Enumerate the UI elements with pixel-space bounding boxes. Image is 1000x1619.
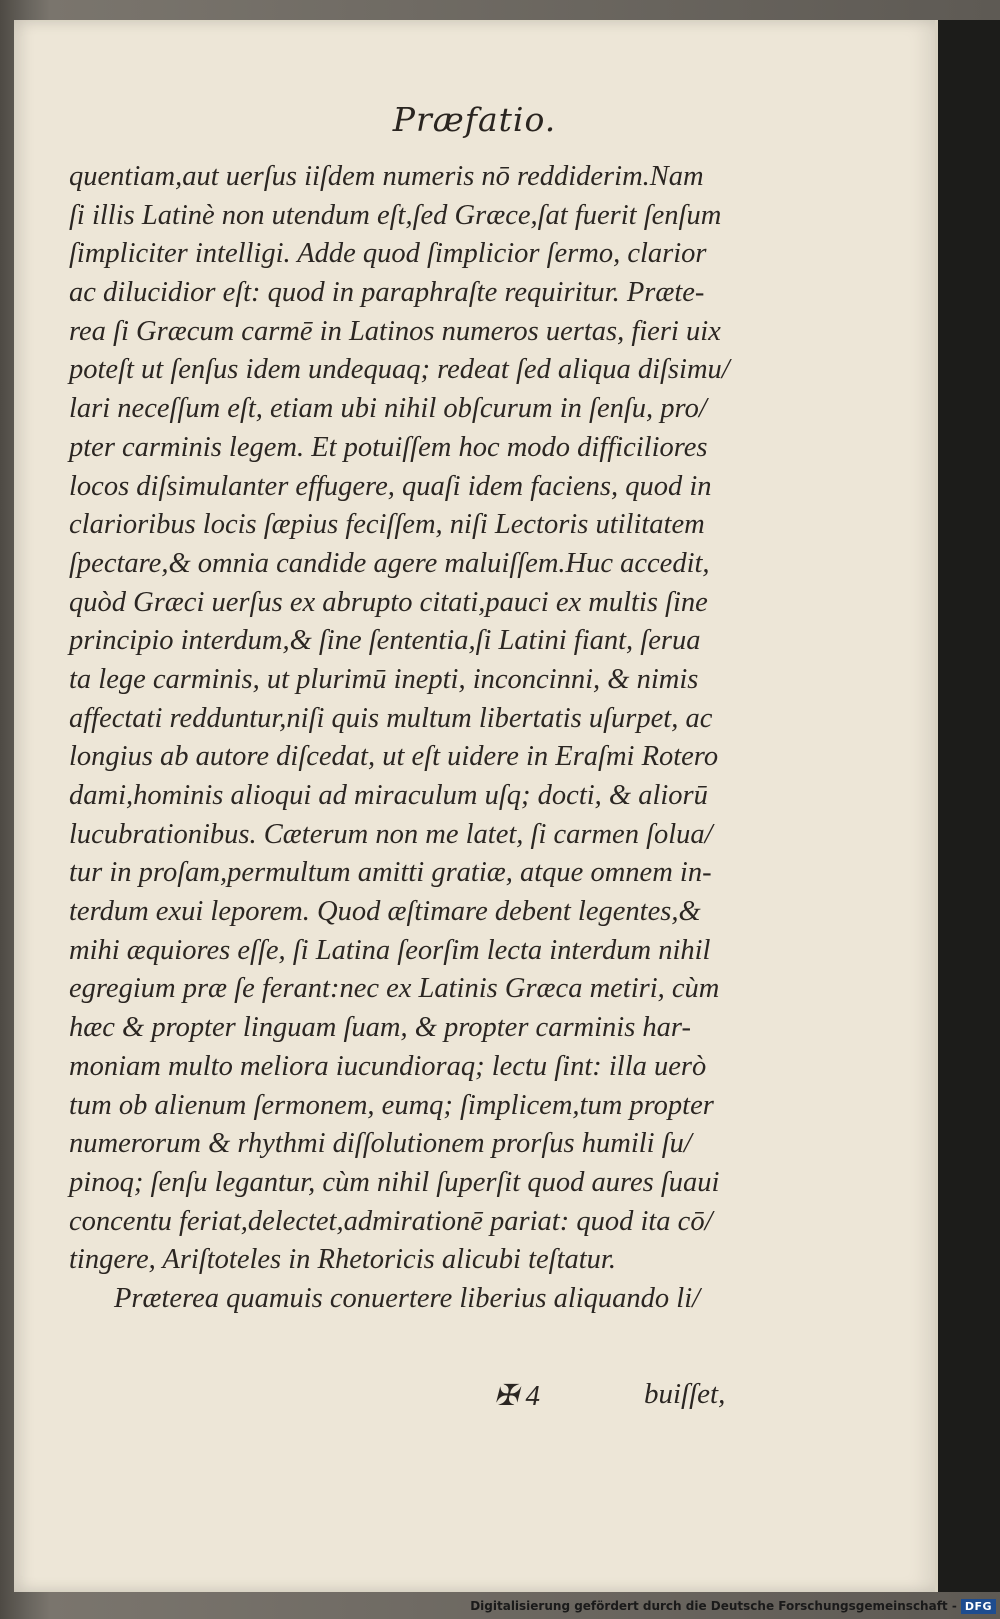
- text-line: numerorum & rhythmi diſſolutionem prorſus humili ſu/: [69, 1128, 692, 1160]
- text-line: lucubrationibus. Cæterum non me latet, ſi carmen ſolua/: [69, 818, 713, 850]
- text-line: egregium præ ſe ferant:nec ex Latinis Græca metiri, cùm: [69, 973, 720, 1005]
- text-line: hæc & propter linguam ſuam, & propter carminis har-: [69, 1012, 691, 1044]
- text-line: moniam multo meliora iucundioraq; lectu ſint: illa uerò: [69, 1050, 707, 1082]
- digitization-footer: [470, 1597, 996, 1615]
- footer-text: Digitalisierung gefördert durch die Deutsche Forschungsgemeinschaft -: [470, 1599, 957, 1613]
- text-line: rea ſi Græcum carmē in Latinos numeros uertas, fieri uix: [69, 315, 721, 347]
- text-line: tum ob alienum ſermonem, eumq; ſimplicem,tum propter: [69, 1089, 714, 1121]
- scan-edge-strip: [935, 20, 1000, 1592]
- text-line: concentu feriat,delectet,admirationē pariat: quod ita cō/: [69, 1205, 713, 1237]
- text-line: poteſt ut ſenſus idem undequaq; redeat ſed aliqua diſsimu/: [69, 354, 730, 386]
- catchword: buiſſet,: [644, 1378, 726, 1410]
- text-line: dami,hominis alioqui ad miraculum uſq; docti, & aliorū: [69, 780, 708, 811]
- text-line: quòd Græci uerſus ex abrupto citati,pauci ex multis ſine: [69, 586, 708, 618]
- text-line: ſi illis Latinè non utendum eſt,ſed Græce,ſat fuerit ſenſum: [69, 199, 722, 231]
- text-line: longius ab autore diſcedat, ut eſt uidere in Eraſmi Rotero: [69, 741, 719, 773]
- dfg-logo: DFG: [961, 1599, 996, 1614]
- text-line: pinoq; ſenſu legantur, cùm nihil ſuperſit quod aures ſuaui: [69, 1166, 720, 1198]
- body-text: [69, 158, 749, 1319]
- text-line: quentiam,aut uerſus iiſdem numeris nō reddiderim.Nam: [69, 161, 704, 192]
- text-line: tingere, Ariſtoteles in Rhetoricis alicubi teſtatur.: [69, 1244, 616, 1276]
- text-line: ſimpliciter intelligi. Adde quod ſimplicior ſermo, clarior: [69, 238, 707, 270]
- text-line: pter carminis legem. Et potuiſſem hoc modo difficiliores: [69, 431, 708, 463]
- text-line: Præterea quamuis conuertere liberius aliquando li/: [114, 1282, 701, 1314]
- text-line: terdum exui leporem. Quod æſtimare debent legentes,&: [69, 896, 701, 928]
- book-page: [14, 20, 938, 1592]
- page-header: Præfatio.: [392, 100, 557, 139]
- text-line: affectati redduntur,niſi quis multum libertatis uſurpet, ac: [69, 702, 713, 734]
- text-line: tur in proſam,permultum amitti gratiæ, atque omnem in-: [69, 857, 712, 889]
- text-line: ac dilucidior eſt: quod in paraphraſte requiritur. Præte-: [69, 277, 705, 309]
- text-line: ſpectare,& omnia candide agere maluiſſem.Huc accedit,: [69, 547, 710, 579]
- text-line: principio interdum,& ſine ſententia,ſi Latini fiant, ſerua: [69, 625, 701, 657]
- text-line: locos diſsimulanter effugere, quaſi idem faciens, quod in: [69, 470, 712, 502]
- text-line: mihi æquiores eſſe, ſi Latina ſeorſim lecta interdum nihil: [69, 934, 711, 966]
- text-line: ta lege carminis, ut plurimū inepti, inconcinni, & nimis: [69, 663, 699, 695]
- signature-mark: ✠ 4: [494, 1380, 541, 1412]
- text-line: clarioribus locis ſæpius feciſſem, niſi Lectoris utilitatem: [69, 509, 705, 541]
- text-line: lari neceſſum eſt, etiam ubi nihil obſcurum in ſenſu, pro/: [69, 393, 707, 425]
